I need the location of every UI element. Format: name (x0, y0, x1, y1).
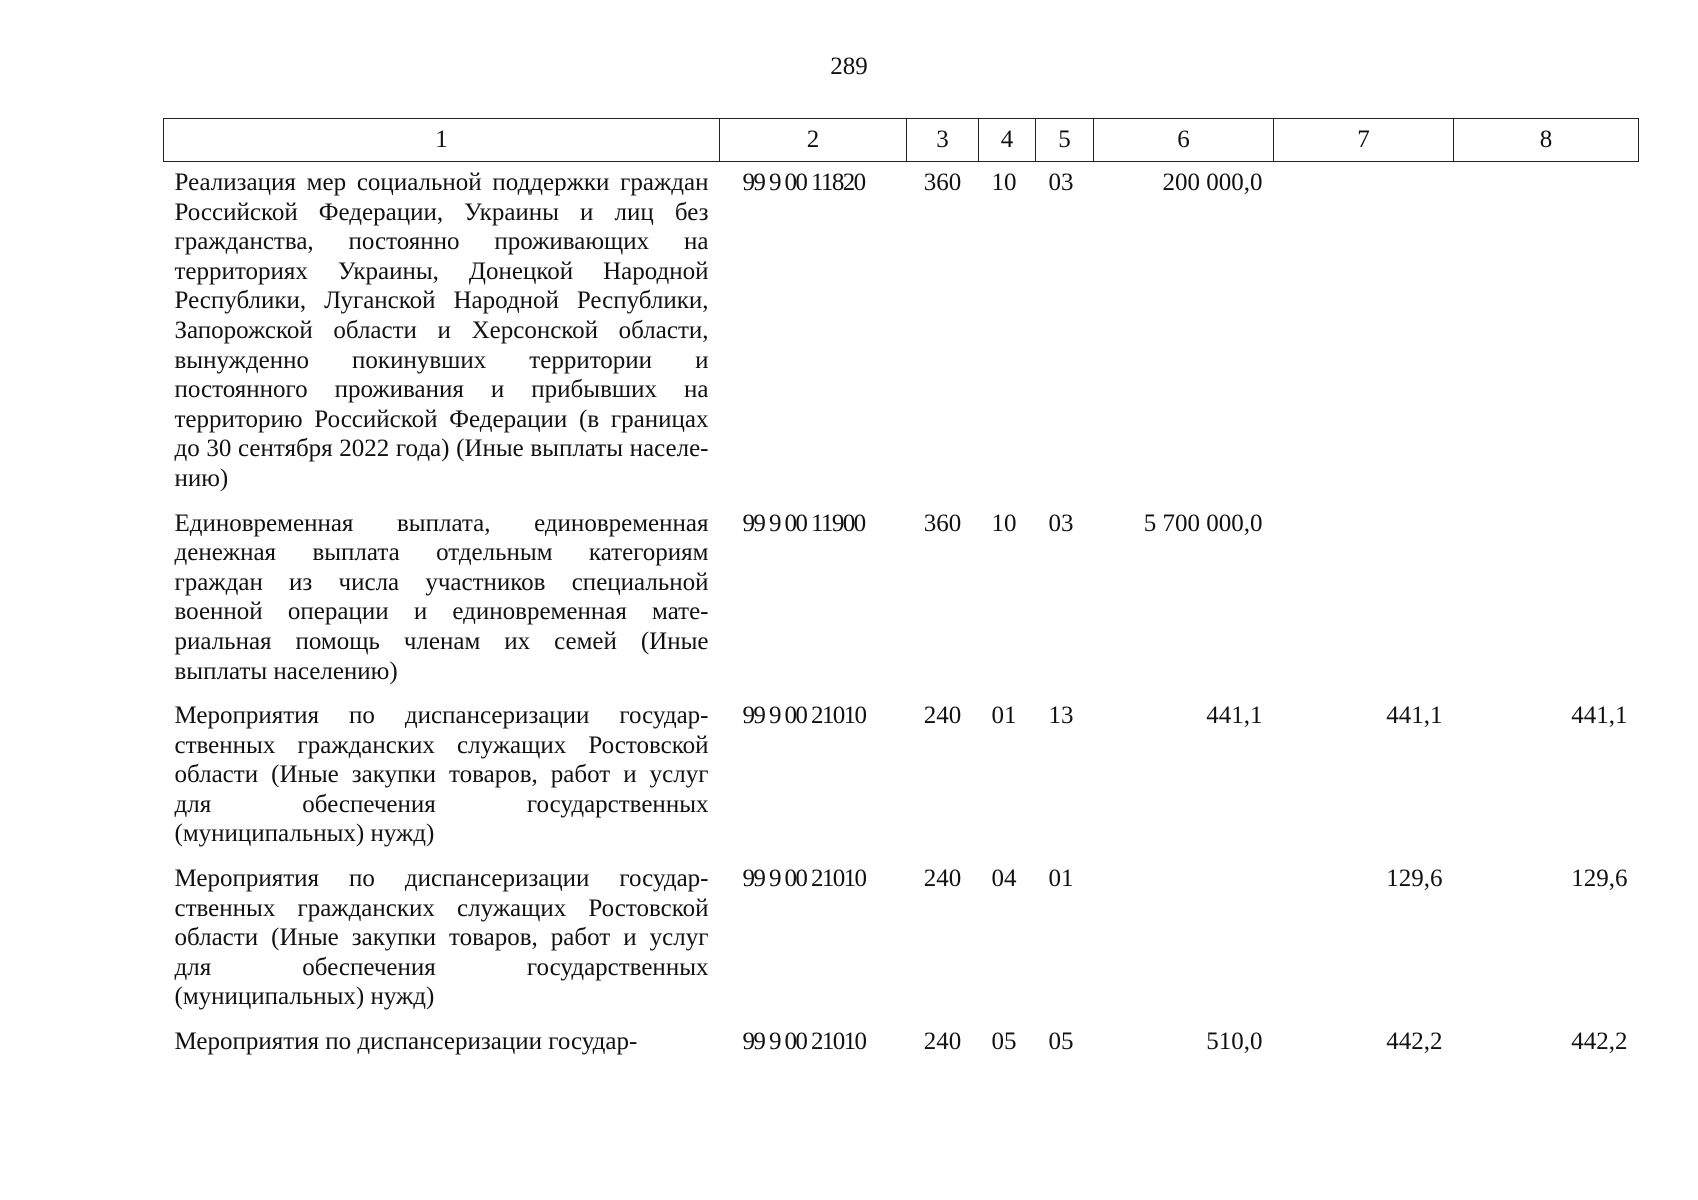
row-description: Мероприятия по диспансеризации государ- (174, 1028, 638, 1056)
table-row (164, 162, 1639, 503)
row-description: Единовременная выплата, единовременная денежная выплата отдельным категориям граждан из числа участников специальной военной операции и единовременная материальная помощь членам их семей (Иные выплаты населению) (174, 509, 709, 685)
row-expense-type: 240 (923, 1028, 962, 1056)
row-amount-col7: 441,1 (1386, 702, 1443, 730)
row-expense-type: 240 (923, 865, 962, 893)
table-row (164, 858, 1639, 1021)
page-number: 289 (830, 53, 868, 80)
row-amount-col7 (1274, 162, 1454, 503)
row-subsection: 13 (1048, 702, 1074, 730)
table-row (164, 1021, 1639, 1066)
row-amount-col8 (1454, 162, 1639, 503)
row-amount-col6 (1094, 858, 1274, 1021)
row-amount-col6: 441,1 (1206, 702, 1263, 730)
row-target-code: 99 9 00 21010 (742, 1028, 866, 1056)
row-subsection: 03 (1048, 509, 1074, 537)
row-section: 10 (991, 509, 1017, 537)
row-expense-type: 240 (923, 702, 962, 730)
row-target-code: 99 9 00 11820 (742, 169, 865, 196)
header-col-3: 3 (907, 119, 979, 162)
row-target-code: 99 9 00 21010 (742, 702, 866, 730)
row-amount-col7 (1274, 503, 1454, 696)
header-col-4: 4 (979, 119, 1036, 162)
row-amount-col7: 442,2 (1386, 1028, 1443, 1056)
budget-table (163, 118, 1639, 1066)
row-expense-type: 360 (923, 509, 962, 537)
row-description: Мероприятия по диспансеризации государственных гражданских служащих Ростовской области (Иные закупки товаров, работ и услуг для обеспечения государственных (муниципальных) нужд) (174, 702, 709, 848)
row-subsection: 03 (1048, 169, 1074, 196)
table-header (164, 119, 1639, 162)
header-col-6: 6 (1094, 119, 1274, 162)
header-col-8: 8 (1454, 119, 1639, 162)
row-target-code: 99 9 00 21010 (742, 865, 866, 893)
table-row (164, 503, 1639, 696)
header-col-1: 1 (164, 119, 720, 162)
header-row (164, 119, 1639, 162)
row-amount-col6: 200 000,0 (1162, 169, 1263, 196)
row-amount-col8 (1454, 503, 1639, 696)
table-row (164, 695, 1639, 858)
row-amount-col8: 129,6 (1571, 865, 1628, 893)
row-amount-col6: 5 700 000,0 (1143, 509, 1263, 537)
row-expense-type: 360 (923, 169, 962, 196)
row-amount-col8: 442,2 (1571, 1028, 1628, 1056)
row-section: 05 (991, 1028, 1017, 1056)
row-section: 04 (991, 865, 1017, 893)
row-section: 01 (991, 702, 1017, 730)
header-col-2: 2 (720, 119, 907, 162)
row-amount-col7: 129,6 (1386, 865, 1443, 893)
table-body (164, 162, 1639, 1066)
row-section: 10 (991, 169, 1017, 196)
row-target-code: 99 9 00 11900 (742, 509, 865, 537)
row-amount-col8: 441,1 (1571, 702, 1628, 730)
row-amount-col6: 510,0 (1206, 1028, 1263, 1056)
header-col-5: 5 (1036, 119, 1094, 162)
row-subsection: 05 (1048, 1028, 1074, 1056)
row-description: Реализация мер социальной поддержки граждан Российской Федерации, Украины и лиц без гражданства, постоянно проживающих на территориях Украины, Донецкой Народной Республики, Луганской Народной Республики, Запорожской области и Херсонской области, вынужденно покинувших территории и постоянного проживания и прибывших на территорию Российской Федерации (в границах до 30 сентября 2022 года) (Иные выплаты населению) (174, 169, 709, 492)
row-description: Мероприятия по диспансеризации государственных гражданских служащих Ростовской области (Иные закупки товаров, работ и услуг для обеспечения государственных (муниципальных) нужд) (174, 865, 709, 1011)
row-subsection: 01 (1048, 865, 1074, 893)
header-col-7: 7 (1274, 119, 1454, 162)
